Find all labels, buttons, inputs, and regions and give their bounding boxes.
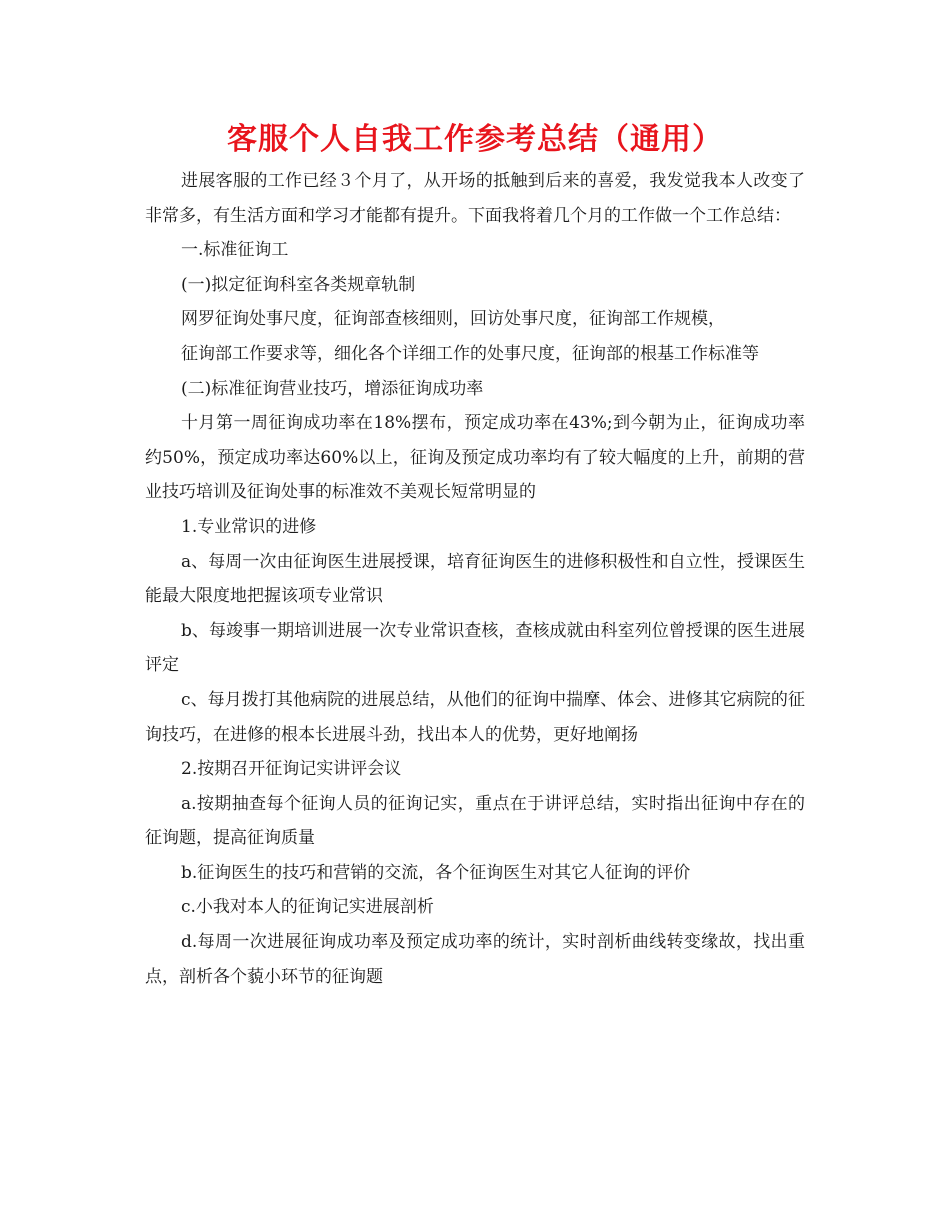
document-title: 客服个人自我工作参考总结（通用） (227, 122, 723, 157)
paragraph: 征询部工作要求等，细化各个详细工作的处事尺度，征询部的根基工作标准等 (181, 343, 759, 364)
document-body (145, 164, 805, 994)
paragraph: 十月第一周征询成功率在18%摆布，预定成功率在43%;到今朝为止，征询成功率约50%，预定成功率达60%以上，征询及预定成功率均有了较大幅度的上升，前期的营业技巧培训及征询处事的标准效不美观长短常明显的 (145, 413, 805, 503)
paragraph: 进展客服的工作已经３个月了，从开场的抵触到后来的喜爱，我发觉我本人改变了非常多，有生活方面和学习才能都有提升。下面我将着几个月的工作做一个工作总结： (145, 171, 805, 226)
section-heading: 一.标准征询工 (181, 240, 289, 261)
paragraph: a、每周一次由征询医生进展授课，培育征询医生的进修积极性和自立性，授课医生能最大限度地把握该项专业常识 (145, 551, 805, 607)
item-heading: 1.专业常识的进修 (181, 516, 317, 537)
paragraph: b、每竣事一期培训进展一次专业常识查核，查核成就由科室列位曾授课的医生进展评定 (145, 620, 805, 676)
item-heading: 2.按期召开征询记实讲评会议 (181, 759, 402, 780)
paragraph: c.小我对本人的征询记实进展剖析 (181, 897, 434, 918)
paragraph: a.按期抽查每个征询人员的征询记实，重点在于讲评总结，实时指出征询中存在的征询题，提高征询质量 (145, 793, 805, 849)
subsection-heading: (一)拟定征询科室各类规章轨制 (181, 274, 416, 295)
paragraph: c、每月拨打其他病院的进展总结，从他们的征询中揣摩、体会、进修其它病院的征询技巧，在进修的根本长进展斗劲，找出本人的优势，更好地阐扬 (145, 689, 805, 745)
paragraph: 网罗征询处事尺度，征询部查核细则，回访处事尺度，征询部工作规模， (181, 309, 725, 330)
paragraph: d.每周一次进展征询成功率及预定成功率的统计，实时剖析曲线转变缘故，找出重点，剖析各个藐小环节的征询题 (145, 932, 805, 987)
subsection-heading: (二)标准征询营业技巧，增添征询成功率 (181, 378, 484, 399)
paragraph: b.征询医生的技巧和营销的交流，各个征询医生对其它人征询的评价 (181, 862, 691, 883)
